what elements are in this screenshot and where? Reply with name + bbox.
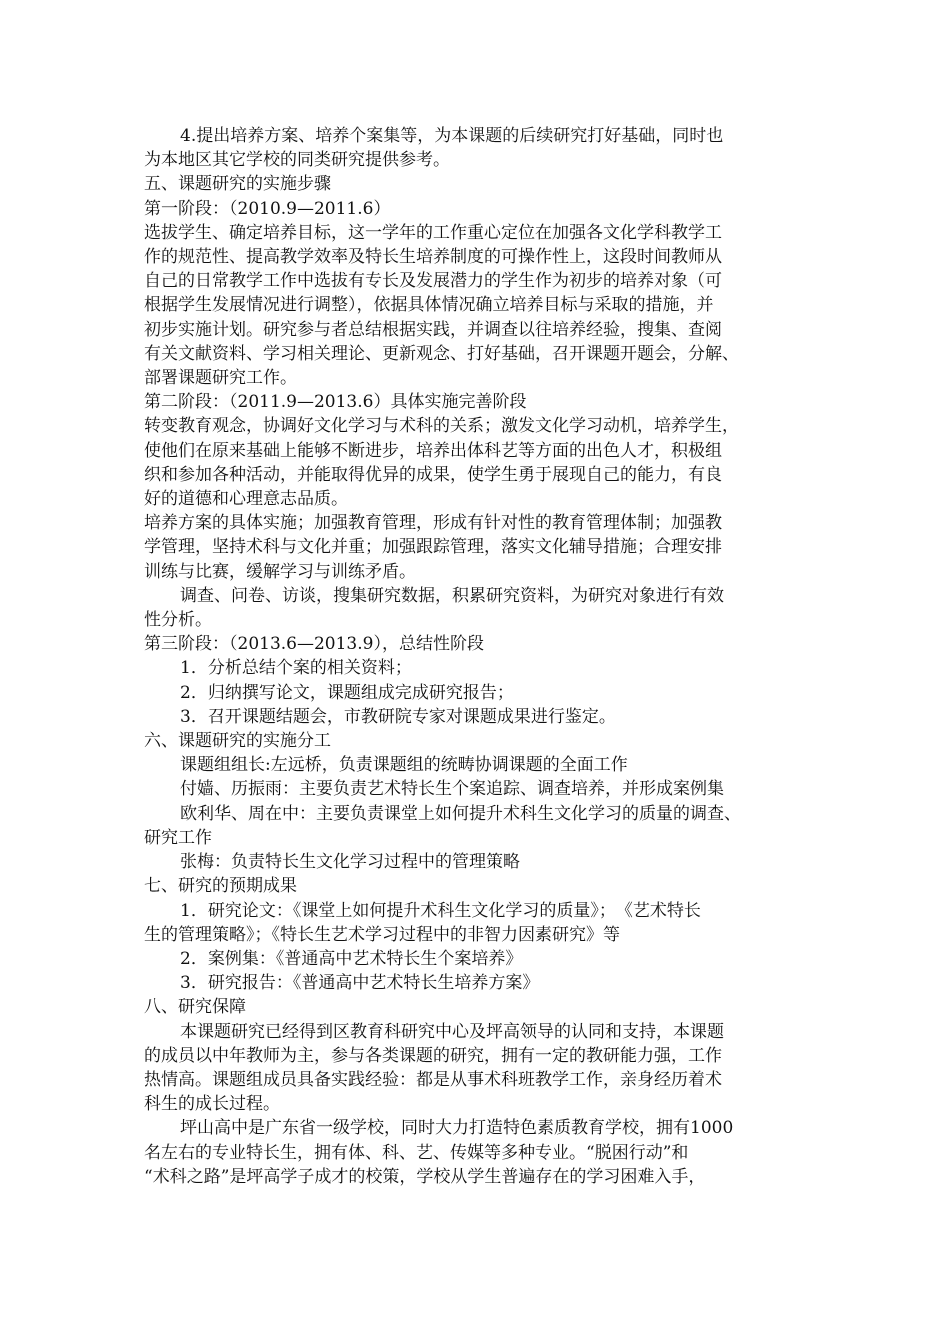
text-line: 2．归纳撰写论文，课题组成完成研究报告； xyxy=(180,682,514,703)
text-line: 第一阶段：（2010.9—2011.6） xyxy=(144,198,391,219)
text-line: 转变教育观念，协调好文化学习与术科的关系；激发文化学习动机，培养学生， xyxy=(144,416,739,437)
text-line: 2．案例集：《普通高中艺术特长生个案培养》 xyxy=(180,948,523,969)
text-line: 4.提出培养方案、培养个案集等，为本课题的后续研究打好基础，同时也 xyxy=(180,126,724,146)
text-line: 生的管理策略》；《特长生艺术学习过程中的非智力因素研究》等 xyxy=(144,924,620,945)
text-line: 有关文献资料、学习相关理论、更新观念、打好基础，召开课题开题会，分解、 xyxy=(144,343,739,364)
text-line: 初步实施计划。研究参与者总结根据实践，并调查以往培养经验，搜集、查阅 xyxy=(144,319,722,340)
text-line: 选拔学生、确定培养目标，这一学年的工作重心定位在加强各文化学科教学工 xyxy=(144,222,722,243)
text-line: 学管理，坚持术科与文化并重；加强跟踪管理，落实文化辅导措施；合理安排 xyxy=(144,537,722,558)
text-line: 坪山高中是广东省一级学校，同时大力打造特色素质教育学校，拥有1000 xyxy=(180,1118,734,1139)
text-line: 付嫱、历振雨：主要负责艺术特长生个案追踪、调查培养，并形成案例集 xyxy=(180,779,724,800)
text-line: 1．分析总结个案的相关资料； xyxy=(180,658,412,679)
text-line: 1．研究论文：《课堂上如何提升术科生文化学习的质量》； 《艺术特长 xyxy=(180,900,701,921)
text-line: 七、研究的预期成果 xyxy=(144,876,297,897)
text-line: 名左右的专业特长生，拥有体、科、艺、传媒等多种专业。“脱困行动”和 xyxy=(144,1142,689,1163)
text-line: 张梅：负责特长生文化学习过程中的管理策略 xyxy=(180,852,520,873)
text-line: 的成员以中年教师为主，参与各类课题的研究，拥有一定的教研能力强，工作 xyxy=(144,1045,722,1066)
text-line: 织和参加各种活动，并能取得优异的成果，使学生勇于展现自己的能力，有良 xyxy=(144,464,722,485)
text-line: 研究工作 xyxy=(144,827,212,848)
text-line: 自己的日常教学工作中选拔有专长及发展潜力的学生作为初步的培养对象（可 xyxy=(144,271,722,292)
document-body xyxy=(144,124,809,1189)
text-line: 培养方案的具体实施；加强教育管理，形成有针对性的教育管理体制；加强教 xyxy=(144,513,722,534)
text-line: 本课题研究已经得到区教育科研究中心及坪高领导的认同和支持，本课题 xyxy=(180,1021,724,1042)
text-line: 科生的成长过程。 xyxy=(144,1094,280,1115)
text-line: 调查、问卷、访谈，搜集研究数据，积累研究资料，为研究对象进行有效 xyxy=(180,585,724,606)
text-line: 好的道德和心理意志品质。 xyxy=(144,489,348,510)
text-line: 根据学生发展情况进行调整），依据具体情况确立培养目标与采取的措施，并 xyxy=(144,295,714,316)
text-line: 3．研究报告：《普通高中艺术特长生培养方案》 xyxy=(180,973,540,994)
text-line: 第三阶段：（2013.6—2013.9），总结性阶段 xyxy=(144,634,484,655)
text-line: 部署课题研究工作。 xyxy=(144,368,297,389)
text-line: 作的规范性、提高教学效率及特长生培养制度的可操作性上，这段时间教师从 xyxy=(144,247,722,268)
text-line: 欧利华、周在中：主要负责课堂上如何提升术科生文化学习的质量的调查、 xyxy=(180,803,741,824)
text-line: 八、研究保障 xyxy=(144,997,246,1018)
text-line: 课题组组长:左远桥，负责课题组的统畴协调课题的全面工作 xyxy=(180,755,628,776)
text-line: 性分析。 xyxy=(144,610,212,631)
text-line: 热情高。课题组成员具备实践经验：都是从事术科班教学工作，亲身经历着术 xyxy=(144,1069,722,1090)
text-line: 第二阶段：（2011.9—2013.6）具体实施完善阶段 xyxy=(144,392,527,413)
text-line: 使他们在原来基础上能够不断进步，培养出体科艺等方面的出色人才，积极组 xyxy=(144,440,722,461)
text-line: 六、课题研究的实施分工 xyxy=(144,731,331,752)
text-line: 训练与比赛，缓解学习与训练矛盾。 xyxy=(144,561,416,582)
text-line: 3．召开课题结题会，市教研院专家对课题成果进行鉴定。 xyxy=(180,706,616,727)
text-line: 五、课题研究的实施步骤 xyxy=(144,174,331,195)
text-line: “术科之路”是坪高学子成才的校策，学校从学生普遍存在的学习困难入手， xyxy=(144,1166,706,1187)
text-line: 为本地区其它学校的同类研究提供参考。 xyxy=(144,150,450,171)
